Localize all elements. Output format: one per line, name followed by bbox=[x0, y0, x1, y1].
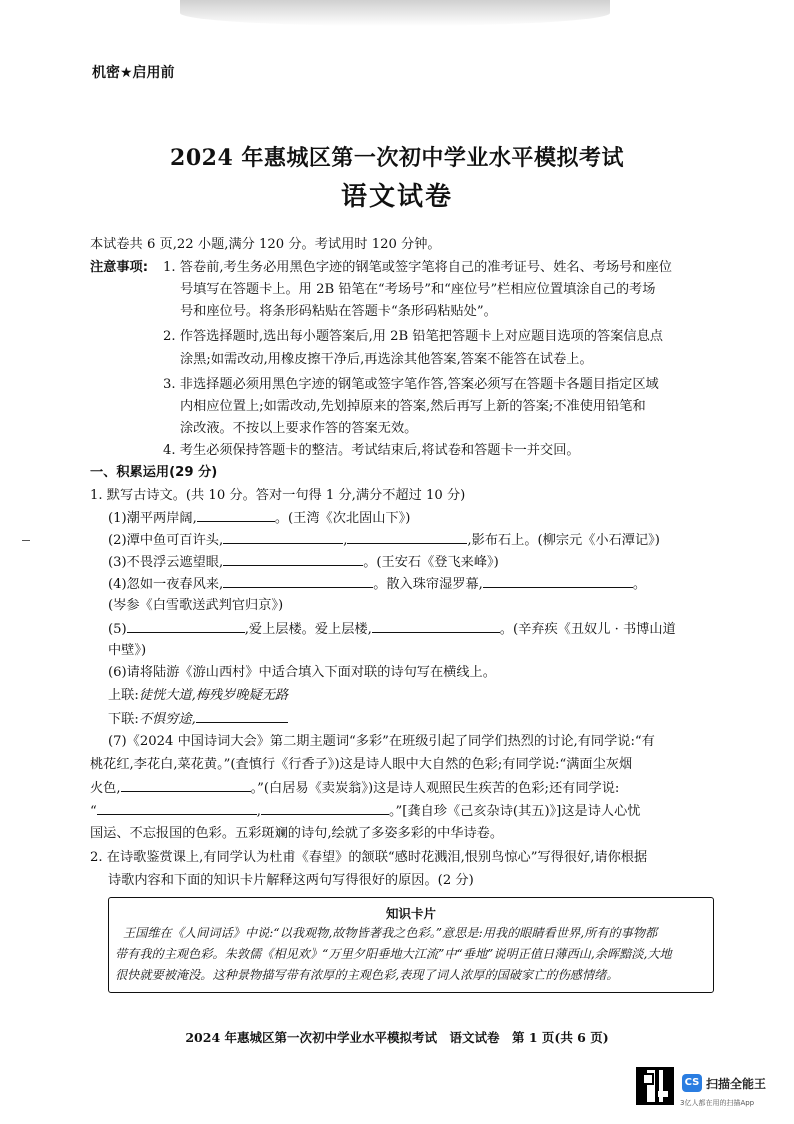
notice-line-3: 号和座位号。将条形码粘贴在答题卡“条形码粘贴处”。 bbox=[180, 304, 497, 319]
q1-item-7-line-4 bbox=[90, 802, 640, 821]
q1-item-1-text-a: (1)潮平两岸阔, bbox=[108, 511, 197, 526]
answer-blank[interactable] bbox=[197, 509, 275, 522]
q1-item-2-text-a: (2)潭中鱼可百许头, bbox=[108, 533, 224, 548]
q1-item-1 bbox=[108, 509, 410, 528]
q1-item-2-text-b: , bbox=[343, 533, 348, 548]
notice-line-5: 涂黑;如需改动,用橡皮擦干净后,再选涂其他答案,答案不能答在试卷上。 bbox=[180, 352, 593, 367]
camscanner-logo-icon: CS bbox=[682, 1074, 702, 1092]
q2-line-1: 2. 在诗歌鉴赏课上,有同学认为杜甫《春望》的颔联“感时花溅泪,恨别鸟惊心”写得很好,请你根据 bbox=[90, 850, 648, 865]
camscanner-name: 扫描全能王 bbox=[706, 1077, 767, 1091]
knowledge-card bbox=[108, 897, 714, 993]
q1-item-3 bbox=[108, 553, 499, 572]
q1-item-7-line-1: (7)《2024 中国诗词大会》第二期主题词“多彩”在班级引起了同学们热烈的讨论,有同学说:“有 bbox=[108, 734, 655, 749]
q1-item-5-text-a: (5) bbox=[108, 622, 127, 637]
section-heading: 一、积累运用(29 分) bbox=[90, 465, 218, 480]
q1-item-6-stem: (6)请将陆游《游山西村》中适合填入下面对联的诗句写在横线上。 bbox=[108, 665, 496, 680]
couplet-upper-label: 上联: bbox=[108, 688, 139, 703]
answer-blank[interactable] bbox=[347, 531, 467, 544]
q1-item-7-line-2: 桃花红,李花白,菜花黄。”(査慎行《行香子》)这是诗人眼中大自然的色彩;有同学说:“满面尘灰烟 bbox=[90, 757, 633, 772]
q1-item-5 bbox=[108, 620, 676, 639]
knowledge-card-line-1: 王国维在《人间词话》中说:“以我观物,故物皆著我之色彩。”意思是:用我的眼睛看世界,所有的事物都 bbox=[123, 926, 658, 940]
q1-item-3-text-b: 。(王安石《登飞来峰》) bbox=[363, 555, 499, 570]
page-footer: 2024 年惠城区第一次初中学业水平模拟考试 语文试卷 第 1 页(共 6 页) bbox=[185, 1030, 609, 1045]
q1-item-4-text-c: 。 bbox=[632, 577, 647, 592]
notice-line-2: 号填写在答题卡上。用 2B 铅笔在“考场号”和“座位号”栏相应位置填涂自己的考场 bbox=[180, 282, 656, 297]
answer-blank[interactable] bbox=[196, 710, 288, 723]
q1-item-7-line-4-b: , bbox=[256, 804, 261, 819]
scan-edge-shadow bbox=[180, 0, 610, 26]
q1-item-4-text-a: (4)忽如一夜春风来, bbox=[108, 577, 224, 592]
camscanner-tagline: 3亿人都在用的扫描App bbox=[680, 1099, 755, 1107]
couplet-upper-text: 徒恍大道,梅残岁晚疑无路 bbox=[138, 688, 289, 703]
notice-line-9: 4. 考生必须保持答题卡的整洁。考试结束后,将试卷和答题卡一并交回。 bbox=[163, 443, 580, 458]
intro-text: 本试卷共 6 页,22 小题,满分 120 分。考试用时 120 分钟。 bbox=[90, 237, 441, 252]
knowledge-card-line-2: 带有我的主观色彩。朱敦儒《相见欢》“万里夕阳垂地大江流”中“垂地”说明正值日薄西山,余晖黯淡,大地 bbox=[115, 947, 672, 961]
q1-item-7-line-3-a: 火色, bbox=[90, 781, 121, 796]
notice-line-7: 内相应位置上;如需改动,先划掉原来的答案,然后再写上新的答案;不准使用铅笔和 bbox=[180, 399, 646, 414]
answer-blank[interactable] bbox=[372, 620, 500, 633]
confidential-label: 机密★启用前 bbox=[92, 65, 175, 81]
notice-line-1: 1. 答卷前,考生务必用黑色字迹的钢笔或签字笔将自己的准考证号、姓名、考场号和座位 bbox=[163, 260, 672, 275]
answer-blank[interactable] bbox=[127, 620, 245, 633]
q1-item-4 bbox=[108, 575, 646, 594]
knowledge-card-line-3: 很快就要被淹没。这种景物描写带有浓厚的主观色彩,表现了词人浓厚的国破家亡的伤感情绪。 bbox=[115, 968, 619, 982]
notice-line-4: 2. 作答选择题时,选出每小题答案后,用 2B 铅笔把答题卡上对应题目选项的答案信息点 bbox=[163, 329, 663, 344]
couplet-upper bbox=[108, 687, 288, 705]
q1-item-2-text-c: ,影布石上。(柳宗元《小石潭记》) bbox=[467, 533, 660, 548]
q1-item-7-line-3 bbox=[90, 779, 619, 798]
couplet-lower bbox=[108, 710, 288, 729]
q1-item-3-text-a: (3)不畏浮云遮望眼, bbox=[108, 555, 224, 570]
q1-item-7-line-4-a: “ bbox=[90, 804, 97, 819]
knowledge-card-title: 知识卡片 bbox=[385, 906, 436, 921]
couplet-lower-label: 下联: bbox=[108, 712, 139, 727]
couplet-lower-text: 不惧穷途, bbox=[138, 712, 196, 727]
exam-subtitle: 语文试卷 bbox=[340, 182, 453, 212]
qr-code-icon bbox=[636, 1067, 674, 1105]
q1-item-4-text-b: 。散入珠帘湿罗幕, bbox=[373, 577, 483, 592]
q1-stem: 1. 默写古诗文。(共 10 分。答对一句得 1 分,满分不超过 10 分) bbox=[90, 488, 466, 503]
answer-blank[interactable] bbox=[223, 553, 363, 566]
notice-line-6: 3. 非选择题必须用黑色字迹的钢笔或签字笔作答,答案必须写在答题卡各题目指定区域 bbox=[163, 377, 659, 392]
answer-blank[interactable] bbox=[261, 802, 389, 815]
q1-item-5-cont: 中壁》) bbox=[108, 643, 147, 658]
exam-title: 2024 年惠城区第一次初中学业水平模拟考试 bbox=[170, 145, 624, 171]
answer-blank[interactable] bbox=[223, 531, 343, 544]
q2-line-2: 诗歌内容和下面的知识卡片解释这两句写得很好的原因。(2 分) bbox=[108, 873, 474, 888]
answer-blank[interactable] bbox=[97, 802, 257, 815]
q1-item-5-text-b: ,爱上层楼。爱上层楼, bbox=[244, 622, 372, 637]
q1-item-7-line-4-c: 。”[龚自珍《己亥杂诗(其五)》]这是诗人心忧 bbox=[388, 804, 641, 819]
margin-mark bbox=[22, 540, 30, 541]
q1-item-2 bbox=[108, 531, 660, 550]
answer-blank[interactable] bbox=[121, 779, 251, 792]
answer-blank[interactable] bbox=[223, 575, 373, 588]
q1-item-4-source: (岑参《白雪歌送武判官归京》) bbox=[108, 598, 284, 613]
q1-item-1-text-b: 。(王湾《次北固山下》) bbox=[274, 511, 411, 526]
q1-item-5-text-c: 。(辛弃疾《丑奴儿 · 书博山道 bbox=[499, 622, 676, 637]
q1-item-7-line-5: 国运、不忘报国的色彩。五彩斑斓的诗句,绘就了多姿多彩的中华诗卷。 bbox=[90, 826, 504, 841]
notice-line-8: 涂改液。不按以上要求作答的答案无效。 bbox=[180, 421, 418, 436]
notice-label: 注意事项: bbox=[90, 260, 149, 275]
q1-item-7-line-3-b: 。”(白居易《卖炭翁》)这是诗人观照民生疾苦的色彩;还有同学说: bbox=[250, 781, 620, 796]
answer-blank[interactable] bbox=[483, 575, 633, 588]
